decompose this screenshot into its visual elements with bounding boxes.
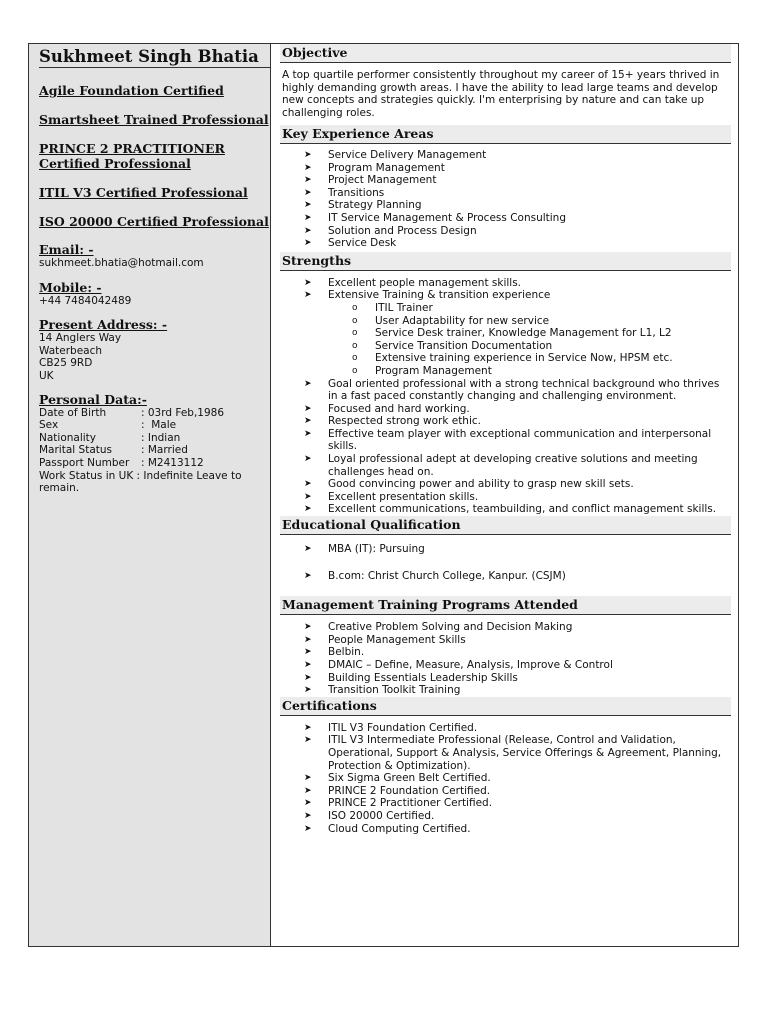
email-label: Email: - [39,242,94,257]
personal-row [39,432,260,445]
arrowhead-bullet-icon: ➤ [304,634,312,645]
arrowhead-bullet-icon: ➤ [304,225,312,236]
arrowhead-bullet-icon: ➤ [304,162,312,173]
arrowhead-bullet-icon: ➤ [304,491,312,502]
arrowhead-bullet-icon: ➤ [304,150,312,160]
arrowhead-bullet-icon: ➤ [304,277,312,288]
list-item: ➤ Solution and Process Design [304,224,477,237]
cert-agile: Agile Foundation Certified [39,83,224,98]
arrowhead-bullet-icon: ➤ [304,773,312,784]
sub-list-item: o Extensive training experience in Service Now, HPSM etc. [352,352,673,365]
list-item: ➤ Goal oriented professional with a strong technical background who thrives in a fast paced constantly changing and challenging environment. [304,377,720,403]
resume-page [28,43,739,947]
arrowhead-bullet-icon: ➤ [304,416,312,427]
cert-iso: ISO 20000 Certified Professional [39,214,269,229]
personal-row [39,407,260,420]
strengths-list [281,277,731,302]
arrowhead-bullet-icon: ➤ [304,647,312,658]
arrowhead-bullet-icon: ➤ [304,660,312,670]
list-item: ➤ Transition Toolkit Training [304,684,461,697]
address-label: Present Address: - [39,317,168,333]
certifications-list [281,722,731,835]
arrowhead-bullet-icon: ➤ [304,544,312,555]
key-experience-list [281,149,731,250]
work-status: Work Status in UK : Indefinite Leave to [39,469,242,482]
work-status-cont: remain. [39,482,80,495]
arrowhead-bullet-icon: ➤ [304,622,312,633]
circle-bullet-icon: o [352,340,358,351]
list-item: ➤ DMAIC – Define, Measure, Analysis, Improve & Control [304,659,613,671]
list-item: ➤ ISO 20000 Certified. [304,809,435,822]
arrowhead-bullet-icon: ➤ [304,785,312,796]
cert-prince2-sub: Certified Professional [39,156,191,171]
sub-list-item: o User Adaptability for new service [352,314,550,327]
arrowhead-bullet-icon: ➤ [304,798,312,809]
sub-list-item: o Service Desk trainer, Knowledge Management for L1, L2 [352,327,672,340]
left-sidebar [29,44,271,946]
objective-heading: Objective [280,44,731,63]
list-item: ➤ People Management Skills [304,633,466,646]
mobile-value: +44 7484042489 [39,294,132,307]
list-item: ➤ Excellent presentation skills. [304,490,479,503]
objective-text: A top quartile performer consistently throughout my career of 15+ years thrived in highly demanding growth areas. I have the ability to lead large teams and develop new concepts and strategies quickly. I'm enterprising by nature and can take up challenging roles. [282,69,720,119]
personal-row [39,419,260,432]
personal-value: : Male [141,419,177,432]
circle-bullet-icon: o [352,315,358,326]
arrowhead-bullet-icon: ➤ [304,238,312,249]
key-experience-heading: Key Experience Areas [280,125,731,144]
circle-bullet-icon: o [352,365,358,376]
email-value: sukhmeet.bhatia@hotmail.com [39,257,204,269]
address-line: UK [39,369,54,382]
list-item: ➤ Excellent communications, teambuilding, and conflict management skills. [304,503,717,516]
cert-itil: ITIL V3 Certified Professional [39,185,248,200]
personal-row [39,457,260,470]
education-heading: Educational Qualification [280,516,731,535]
personal-key: Marital Status [39,444,112,457]
list-item: ➤ ITIL V3 Foundation Certified. [304,721,478,734]
arrowhead-bullet-icon: ➤ [304,735,312,746]
list-item: ➤ Effective team player with exceptional communication and interpersonal skills. [304,427,712,453]
personal-value: : 03rd Feb,1986 [141,406,225,419]
personal-key: Nationality [39,431,97,444]
address-line: 14 Anglers Way [39,332,122,345]
cert-prince2: PRINCE 2 PRACTITIONER [39,141,225,156]
sub-list-item: o ITIL Trainer [352,301,433,314]
list-item: ➤ PRINCE 2 Foundation Certified. [304,784,491,797]
personal-data-label: Personal Data:- [39,391,147,407]
personal-value: : M2413112 [141,456,204,469]
circle-bullet-icon: o [352,353,358,364]
circle-bullet-icon: o [352,302,358,313]
personal-value: : Indian [141,431,181,444]
address-line: CB25 9RD [39,357,93,370]
personal-key: Date of Birth [39,406,107,419]
list-item: ➤ Creative Problem Solving and Decision Making [304,621,573,634]
list-item: ➤ IT Service Management & Process Consulting [304,211,566,224]
arrowhead-bullet-icon: ➤ [304,290,312,301]
list-item: ➤ Loyal professional adept at developing creative solutions and meeting challenges head on. [304,453,698,478]
training-list [281,621,731,697]
list-item: ➤ MBA (IT): Pursuing [304,543,425,556]
arrowhead-bullet-icon: ➤ [304,212,312,223]
main-content [271,44,738,946]
list-item: ➤ Six Sigma Green Belt Certified. [304,772,491,785]
strengths-sublist [281,302,731,378]
cert-smartsheet: Smartsheet Trained Professional [39,112,269,127]
list-item: ➤ Focused and hard working. [304,402,470,415]
list-item: ➤ Strategy Planning [304,199,422,212]
list-item: ➤ ITIL V3 Intermediate Professional (Release, Control and Validation, Operational, Support & Analysis, Service Offerings & Agreement, Planning, Protection & Optimization). [304,734,722,772]
list-item: ➤ Project Management [304,174,437,187]
certifications-heading: Certifications [280,697,731,716]
arrowhead-bullet-icon: ➤ [304,479,312,490]
sub-list-item: o Service Transition Documentation [352,339,553,352]
list-item: ➤ Respected strong work ethic. [304,415,481,428]
list-item: ➤ Excellent people management skills. [304,276,522,289]
circle-bullet-icon: o [352,328,358,339]
list-item: ➤ PRINCE 2 Practitioner Certified. [304,797,493,810]
arrowhead-bullet-icon: ➤ [304,570,312,581]
personal-key: Sex [39,419,59,432]
mobile-label: Mobile: - [39,279,102,295]
arrowhead-bullet-icon: ➤ [304,672,312,683]
list-item: ➤ Service Desk [304,237,397,250]
list-item: ➤ B.com: Christ Church College, Kanpur. (CSJM) [304,569,566,582]
arrowhead-bullet-icon: ➤ [304,428,312,439]
arrowhead-bullet-icon: ➤ [304,175,312,186]
personal-value: : Married [141,444,188,457]
education-list [281,543,731,582]
training-heading: Management Training Programs Attended [280,596,731,615]
arrowhead-bullet-icon: ➤ [304,722,312,733]
list-item: ➤ Building Essentials Leadership Skills [304,671,518,684]
candidate-name: Sukhmeet Singh Bhatia [39,47,270,68]
personal-key: Passport Number [39,456,130,469]
arrowhead-bullet-icon: ➤ [304,187,312,198]
arrowhead-bullet-icon: ➤ [304,454,312,465]
list-item: ➤ Program Management [304,161,445,174]
address-line: Waterbeach [39,344,103,357]
arrowhead-bullet-icon: ➤ [304,810,312,821]
strengths-heading: Strengths [280,252,731,271]
strengths-list-cont [281,378,731,517]
list-item: ➤ Belbin. [304,646,365,659]
arrowhead-bullet-icon: ➤ [304,685,312,696]
list-item: ➤ Service Delivery Management [304,149,487,161]
sub-list-item: o Program Management [352,364,492,377]
list-item: ➤ Extensive Training & transition experience [304,289,551,302]
arrowhead-bullet-icon: ➤ [304,823,312,834]
personal-row [39,444,260,457]
list-item: ➤ Transitions [304,186,385,199]
arrowhead-bullet-icon: ➤ [304,200,312,211]
arrowhead-bullet-icon: ➤ [304,504,312,515]
list-item: ➤ Good convincing power and ability to grasp new skill sets. [304,478,634,491]
arrowhead-bullet-icon: ➤ [304,403,312,414]
arrowhead-bullet-icon: ➤ [304,378,312,389]
list-item: ➤ Cloud Computing Certified. [304,822,471,835]
